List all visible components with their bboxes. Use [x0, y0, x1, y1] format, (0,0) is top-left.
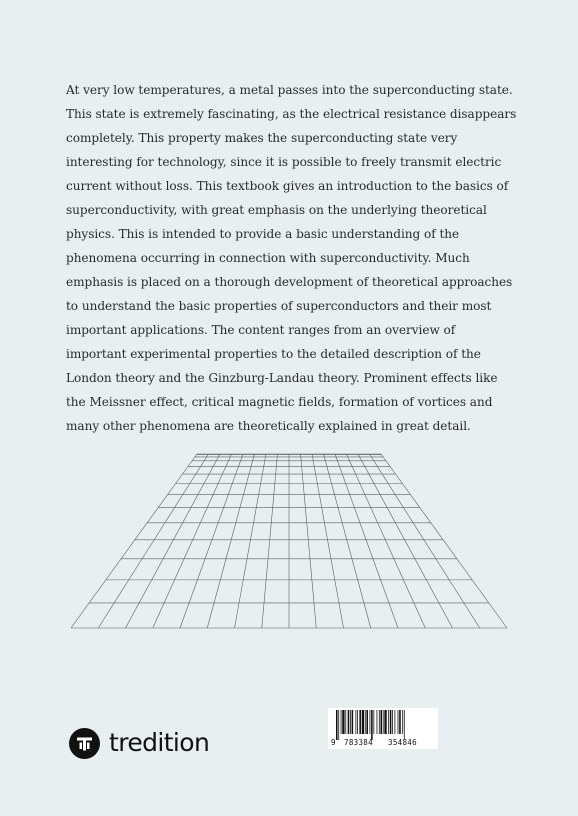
barcode-bar [384, 710, 386, 734]
barcode-bar [404, 710, 405, 740]
barcode-bar [359, 710, 361, 734]
grid-converging-line [180, 454, 243, 628]
grid-converging-line [262, 454, 278, 628]
isbn-right-digits: 354846 [388, 738, 417, 747]
back-cover-blurb: At very low temperatures, a metal passes into the superconducting state. This state is extremely fascinating, as the electrical resistance disappears completely. This property makes the superconducting state very interesting for technology, since it is possible to freely transmit electric current without loss. This textbook gives an introduction to the basics of superconductivity, with great emphasis on the underlying theoretical physics. This is intended to provide a basic understanding of the phenomena occurring in connection with superconductivity. Much emphasis is placed on a thorough development of theoretical approaches to understand the basic properties of superconductors and their most important applications. The content ranges from an overview of important experimental properties to the detailed description of the London theory and the Ginzburg-Landau theory. Prominent effects like the Meissner effect, critical magnetic fields, formation of vortices and many other phenomena are theoretically explained in great detail. [66, 83, 517, 433]
publisher-name: tredition [109, 727, 210, 757]
isbn-prefix-digit: 9 [331, 738, 336, 747]
barcode-bar [371, 710, 373, 740]
grid-converging-line [71, 454, 197, 628]
grid-converging-line [301, 454, 317, 628]
isbn-left-digits: 783384 [344, 738, 373, 747]
grid-converging-line [335, 454, 398, 628]
isbn-barcode [328, 708, 438, 749]
barcode-bar [338, 710, 339, 740]
grid-converging-line [207, 454, 254, 628]
grid-converging-line [312, 454, 344, 628]
publisher-logo [69, 727, 209, 759]
barcode-bar [399, 710, 401, 734]
barcode-bar [357, 710, 358, 734]
barcode-bar [395, 710, 396, 734]
barcode-bar [373, 710, 374, 734]
barcode-bar [348, 710, 350, 734]
barcode-bar [379, 710, 380, 734]
barcode-bar [366, 710, 368, 734]
grid-converging-line [381, 454, 507, 628]
barcode-bar [356, 710, 357, 734]
barcode-bar [362, 710, 364, 734]
grid-converging-line [235, 454, 267, 628]
tredition-logo-icon [69, 728, 100, 759]
barcode-bar [383, 710, 384, 734]
barcode-bar [336, 710, 338, 740]
grid-converging-line [358, 454, 453, 628]
barcode-bar [350, 710, 351, 734]
perspective-grid-graphic [0, 440, 578, 640]
grid-converging-line [324, 454, 371, 628]
barcode-bar [377, 710, 378, 734]
barcode-bar [388, 710, 389, 734]
isbn-digits [328, 738, 438, 747]
barcode-bar [345, 710, 346, 734]
barcode-bar [352, 710, 354, 734]
barcode-bar [365, 710, 366, 734]
barcode-bar [390, 710, 392, 734]
barcode-bar [370, 710, 371, 734]
barcode-bar [392, 710, 393, 734]
barcode-bar [402, 710, 403, 734]
barcode-bar [341, 710, 342, 734]
barcode-bar [342, 710, 344, 734]
barcode-bar [380, 710, 382, 734]
grid-converging-line [126, 454, 221, 628]
barcode-bar [398, 710, 399, 734]
